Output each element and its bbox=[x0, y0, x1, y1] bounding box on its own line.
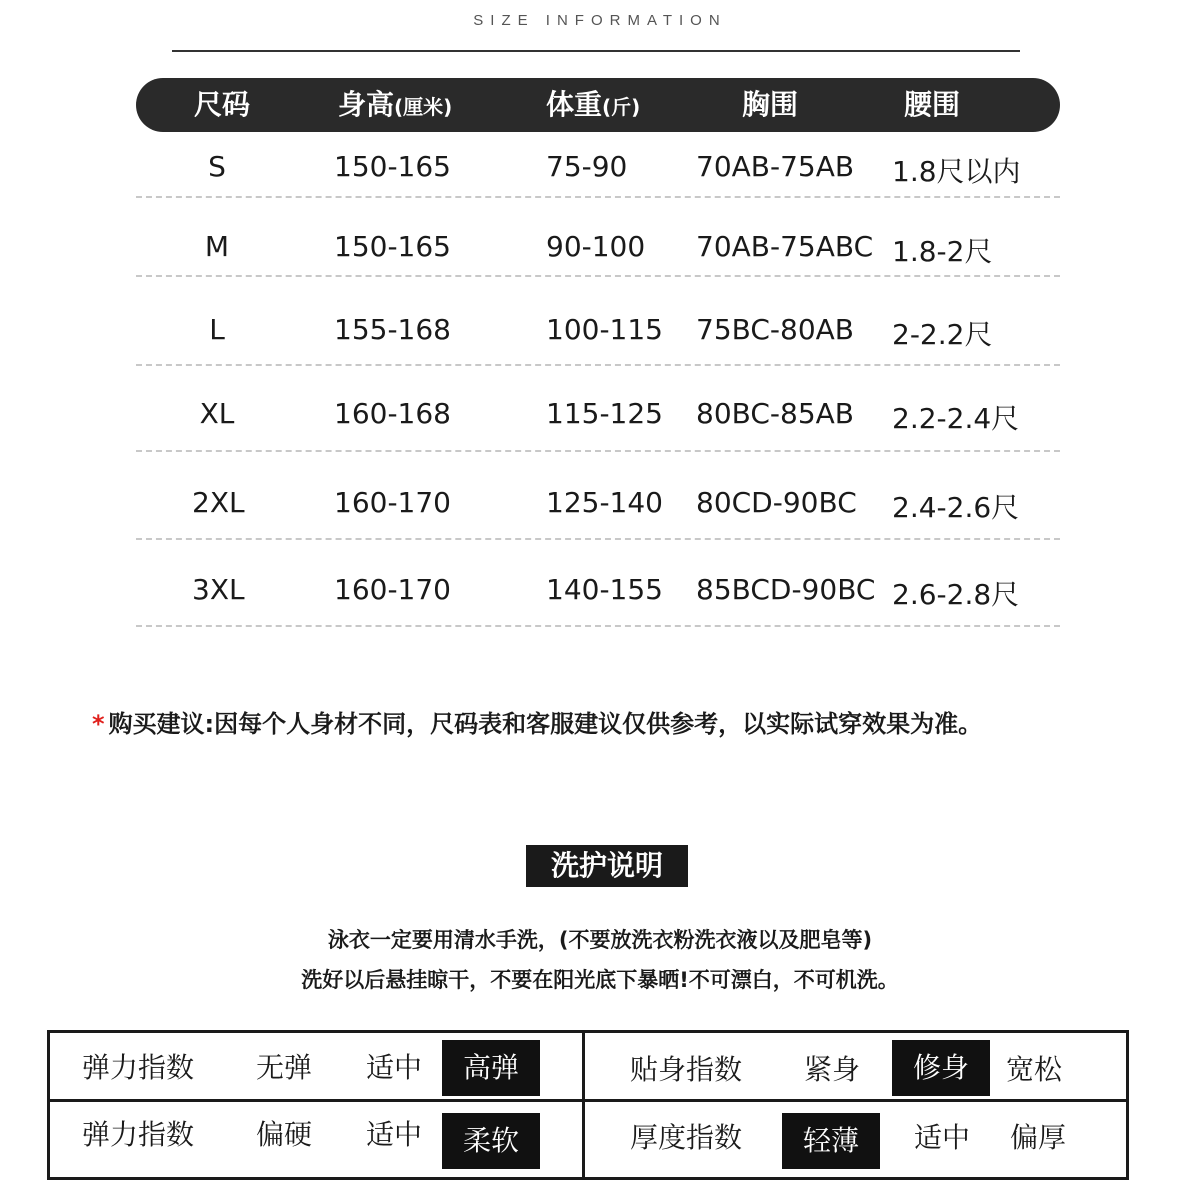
softness-option: 偏硬 bbox=[256, 1118, 313, 1151]
cell-waist: 2.4-2.6尺 bbox=[892, 491, 1020, 524]
header-size-label: 尺码 bbox=[194, 88, 251, 121]
header-weight bbox=[546, 78, 640, 132]
cell-bust: 70AB-75ABC bbox=[696, 230, 874, 263]
softness-label: 弹力指数 bbox=[82, 1118, 195, 1151]
fit-option: 宽松 bbox=[1006, 1053, 1063, 1086]
cell-waist: 1.8-2尺 bbox=[892, 235, 993, 268]
cell-bust: 80BC-85AB bbox=[696, 397, 854, 430]
table-row bbox=[136, 573, 1060, 633]
header-bust-label: 胸围 bbox=[742, 88, 799, 121]
thickness-option-selected: 轻薄 bbox=[782, 1113, 880, 1169]
cell-height: 160-170 bbox=[334, 486, 451, 519]
cell-height: 160-168 bbox=[334, 397, 451, 430]
size-table-header bbox=[136, 78, 1060, 132]
cell-height: 160-170 bbox=[334, 573, 451, 606]
table-row bbox=[136, 486, 1060, 546]
softness-option: 适中 bbox=[366, 1118, 423, 1151]
cell-size: XL bbox=[199, 397, 235, 430]
softness-option-selected: 柔软 bbox=[442, 1113, 540, 1169]
fit-option-selected: 修身 bbox=[892, 1040, 990, 1096]
elasticity-option: 无弹 bbox=[256, 1051, 313, 1084]
cell-waist: 2.6-2.8尺 bbox=[892, 578, 1020, 611]
care-instruction-line: 泳衣一定要用清水手洗，(不要放洗衣粉洗衣液以及肥皂等) bbox=[327, 928, 873, 952]
elasticity-label: 弹力指数 bbox=[82, 1051, 195, 1084]
fit-label: 贴身指数 bbox=[630, 1053, 743, 1086]
cell-weight: 100-115 bbox=[546, 313, 663, 346]
thickness-option: 偏厚 bbox=[1010, 1121, 1067, 1154]
cell-size: M bbox=[204, 230, 230, 263]
header-height-label: 身高 bbox=[338, 88, 395, 121]
purchase-advice-text: 购买建议:因每个人身材不同，尺码表和客服建议仅供参考，以实际试穿效果为准。 bbox=[108, 710, 983, 738]
cell-waist: 1.8尺以内 bbox=[892, 155, 1021, 188]
cell-size: S bbox=[208, 150, 226, 183]
cell-size: L bbox=[209, 313, 225, 346]
thickness-option: 适中 bbox=[914, 1121, 971, 1154]
elasticity-option: 适中 bbox=[366, 1051, 423, 1084]
cell-bust: 80CD-90BC bbox=[696, 486, 857, 519]
table-row bbox=[136, 150, 1060, 210]
header-height bbox=[338, 78, 452, 132]
cell-height: 155-168 bbox=[334, 313, 451, 346]
cell-bust: 75BC-80AB bbox=[696, 313, 854, 346]
row-divider bbox=[136, 538, 1060, 540]
cell-weight: 140-155 bbox=[546, 573, 663, 606]
cell-weight: 125-140 bbox=[546, 486, 663, 519]
table-row bbox=[136, 397, 1060, 457]
fit-option: 紧身 bbox=[804, 1053, 861, 1086]
row-divider bbox=[136, 275, 1060, 277]
care-instructions-title: 洗护说明 bbox=[526, 845, 688, 887]
grid-vertical-divider bbox=[582, 1030, 585, 1180]
cell-size: 3XL bbox=[192, 573, 245, 606]
table-row bbox=[136, 230, 1060, 290]
header-weight-unit: (斤) bbox=[602, 95, 641, 119]
cell-weight: 75-90 bbox=[546, 150, 628, 183]
cell-weight: 115-125 bbox=[546, 397, 663, 430]
header-waist-label: 腰围 bbox=[904, 88, 961, 121]
row-divider bbox=[136, 364, 1060, 366]
cell-size: 2XL bbox=[192, 486, 245, 519]
cell-bust: 70AB-75AB bbox=[696, 150, 855, 183]
header-size bbox=[194, 78, 250, 132]
thickness-label: 厚度指数 bbox=[630, 1121, 743, 1154]
cell-height: 150-165 bbox=[334, 150, 451, 183]
size-information-subtitle: SIZE INFORMATION bbox=[473, 12, 727, 29]
row-divider bbox=[136, 450, 1060, 452]
asterisk-marker: * bbox=[92, 710, 105, 738]
care-instruction-line: 洗好以后悬挂晾干，不要在阳光底下暴晒!不可漂白，不可机洗。 bbox=[301, 968, 899, 992]
row-divider bbox=[136, 625, 1060, 627]
cell-waist: 2.2-2.4尺 bbox=[892, 402, 1020, 435]
cell-bust: 85BCD-90BC bbox=[696, 573, 876, 606]
elasticity-option-selected: 高弹 bbox=[442, 1040, 540, 1096]
header-height-unit: (厘米) bbox=[394, 95, 453, 119]
header-bust bbox=[742, 78, 798, 132]
purchase-advice bbox=[92, 704, 982, 739]
cell-waist: 2-2.2尺 bbox=[892, 318, 993, 351]
cell-height: 150-165 bbox=[334, 230, 451, 263]
header-waist bbox=[904, 78, 960, 132]
cell-weight: 90-100 bbox=[546, 230, 646, 263]
top-rule bbox=[172, 50, 1020, 52]
header-weight-label: 体重 bbox=[546, 88, 603, 121]
grid-horizontal-divider bbox=[47, 1099, 1129, 1102]
row-divider bbox=[136, 196, 1060, 198]
